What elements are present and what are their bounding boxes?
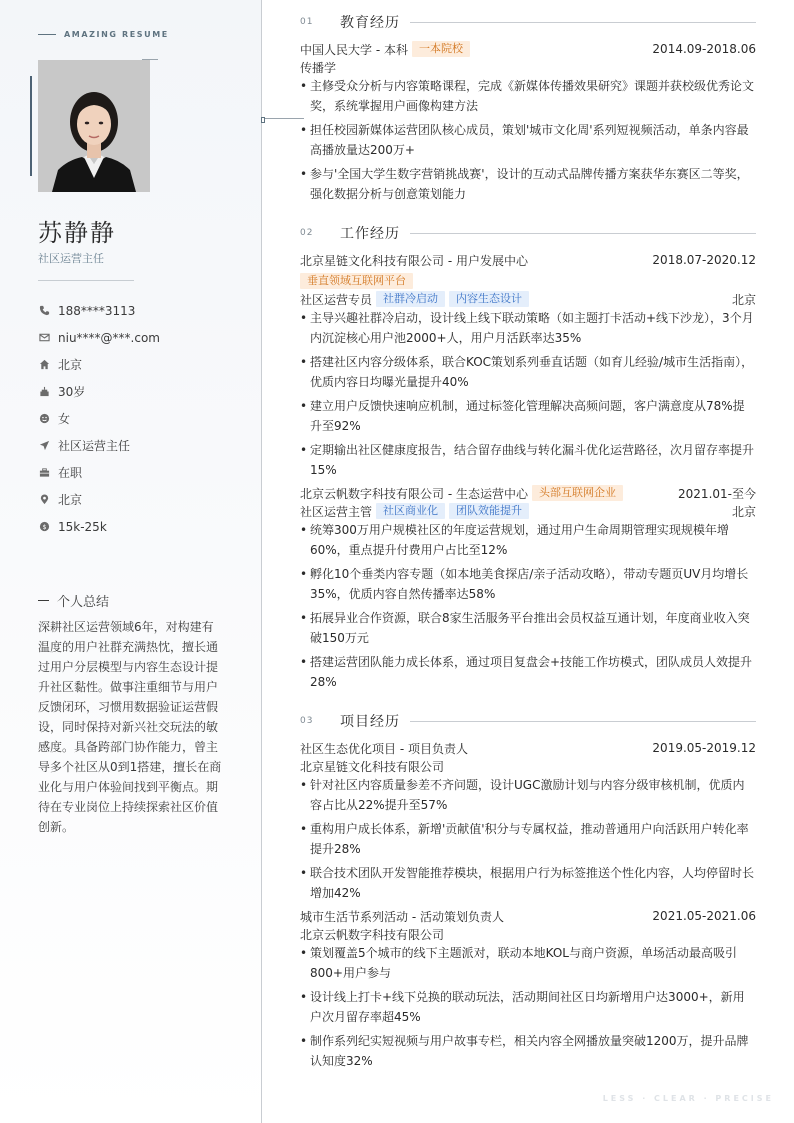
info-item-home <box>38 351 160 378</box>
list-item: • 担任校园新媒体运营团队核心成员，策划'城市文化周'系列短视频活动，单条内容最高播放量达200万+ <box>300 120 756 160</box>
info-text: 在职 <box>58 466 83 480</box>
location-icon <box>38 494 50 506</box>
project-header-row <box>300 907 756 925</box>
project-bullets <box>300 775 756 907</box>
project-company: 北京星链文化科技有限公司 <box>300 759 445 774</box>
section-number: 01 <box>300 17 314 27</box>
list-item: • 拓展异业合作资源，联合8家生活服务平台推出会员权益互通计划，年度商业收入突破150万元 <box>300 608 756 648</box>
job-date: 2021.01-至今 <box>678 486 756 501</box>
project-company-row <box>300 925 756 943</box>
job-role-row <box>300 290 756 308</box>
work-section-header <box>300 223 756 243</box>
info-item-age <box>38 378 160 405</box>
job-header-row <box>300 484 756 502</box>
list-item: • 主导兴趣社群冷启动，设计线上线下联动策略（如主题打卡活动+线下沙龙），3个月内沉淀核心用户池2000+人，用户月活跃率达35% <box>300 308 756 348</box>
major-row <box>300 58 756 76</box>
company-tag: 头部互联网企业 <box>532 485 623 501</box>
info-item-email <box>38 324 160 351</box>
project-bullets <box>300 943 756 1075</box>
info-item-status <box>38 459 160 486</box>
gender-icon <box>38 413 50 425</box>
section-number: 03 <box>300 716 314 726</box>
briefcase-icon <box>38 467 50 479</box>
brand-text: AMAZING RESUME <box>64 30 169 39</box>
job-city: 北京 <box>731 292 756 307</box>
job-header-row <box>300 251 756 269</box>
job-company: 北京云帆数字科技有限公司 - 生态运营中心 <box>300 486 528 501</box>
profile-photo <box>38 60 150 192</box>
info-text: 女 <box>58 412 71 426</box>
list-item: • 搭建社区内容分级体系，联合KOC策划系列垂直话题（如育儿经验/城市生活指南），优质内容日均曝光量提升40% <box>300 352 756 392</box>
photo-accent <box>30 76 32 176</box>
section-rule <box>410 721 756 722</box>
list-item: • 建立用户反馈快速响应机制，通过标签化管理解决高频问题，客户满意度从78%提升至92% <box>300 396 756 436</box>
sidebar <box>0 0 262 1123</box>
project-company-row <box>300 757 756 775</box>
info-item-position <box>38 432 160 459</box>
job-date: 2018.07-2020.12 <box>652 253 756 267</box>
info-text: 北京 <box>58 493 83 507</box>
list-item: • 参与'全国大学生数字营销挑战赛'，设计的互动式品牌传播方案获华东赛区二等奖，强化数据分析与创意策划能力 <box>300 164 756 204</box>
job-city: 北京 <box>731 504 756 519</box>
brand <box>38 30 169 39</box>
profile-title: 社区运营主任 <box>38 252 104 265</box>
project-header-row <box>300 739 756 757</box>
school-tag: 一本院校 <box>412 41 470 57</box>
info-item-location <box>38 486 160 513</box>
send-icon <box>38 440 50 452</box>
job-role: 社区运营专员 <box>300 292 373 307</box>
role-tag: 社区商业化 <box>376 503 445 519</box>
role-tag: 内容生态设计 <box>449 291 529 307</box>
section-rule <box>410 233 756 234</box>
timeline-marker <box>261 117 265 123</box>
sidebar-divider <box>38 280 134 281</box>
summary-title: 个人总结 <box>57 595 110 610</box>
profile-name: 苏静静 <box>38 219 116 247</box>
list-item: • 策划覆盖5个城市的线下主题派对，联动本地KOL与商户资源，单场活动最高吸引800+用户参与 <box>300 943 756 983</box>
list-item: • 设计线上打卡+线下兑换的联动玩法，活动期间社区日均新增用户达3000+，新用户次月留存率超45% <box>300 987 756 1027</box>
education-bullets <box>300 76 756 208</box>
salary-icon <box>38 521 50 533</box>
home-icon <box>38 359 50 371</box>
list-item: • 制作系列纪实短视频与用户故事专栏，相关内容全网播放量突破1200万，提升品牌认知度32% <box>300 1031 756 1071</box>
education-date: 2014.09-2018.06 <box>652 42 756 56</box>
info-text: 社区运营主任 <box>58 439 131 453</box>
job-role: 社区运营主管 <box>300 504 373 519</box>
major: 传播学 <box>300 60 337 75</box>
info-item-phone <box>38 297 160 324</box>
list-item: • 重构用户成长体系，新增'贡献值'积分与专属权益，推动普通用户向活跃用户转化率提升28% <box>300 819 756 859</box>
phone-icon <box>38 305 50 317</box>
list-item: • 主修受众分析与内容策略课程，完成《新媒体传播效果研究》课题并获校级优秀论文奖，系统掌握用户画像构建方法 <box>300 76 756 116</box>
info-item-salary <box>38 513 160 540</box>
job-company-tag-row <box>300 272 756 290</box>
list-item: • 定期输出社区健康度报告，结合留存曲线与转化漏斗优化运营路径，次月留存率提升15% <box>300 440 756 480</box>
role-tag: 团队效能提升 <box>449 503 529 519</box>
list-item: • 联合技术团队开发智能推荐模块，根据用户行为标签推送个性化内容，人均停留时长增加42% <box>300 863 756 903</box>
info-text: 北京 <box>58 358 83 372</box>
project-name: 城市生活节系列活动 - 活动策划负责人 <box>300 909 504 924</box>
projects-section-header <box>300 711 756 731</box>
list-item: • 搭建运营团队能力成长体系，通过项目复盘会+技能工作坊模式，团队成员人效提升28% <box>300 652 756 692</box>
project-date: 2019.05-2019.12 <box>652 741 756 755</box>
svg-text:$: $ <box>41 522 47 531</box>
job-role-row <box>300 502 756 520</box>
info-text: 188****3113 <box>58 303 136 318</box>
list-item: • 针对社区内容质量参差不齐问题，设计UGC激励计划与内容分级审核机制，优质内容占比从22%提升至57% <box>300 775 756 815</box>
info-text: 15k-25k <box>58 519 107 534</box>
brand-line <box>38 34 56 35</box>
list-item: • 孵化10个垂类内容专题（如本地美食探店/亲子活动攻略），带动专题页UV月均增长35%，优质内容自然传播率达58% <box>300 564 756 604</box>
job-bullets <box>300 308 756 484</box>
project-company: 北京云帆数字科技有限公司 <box>300 927 445 942</box>
mail-icon <box>38 332 50 344</box>
project-date: 2021.05-2021.06 <box>652 909 756 923</box>
job-company: 北京星链文化科技有限公司 - 用户发展中心 <box>300 253 528 268</box>
section-number: 02 <box>300 228 314 238</box>
timeline-marker-line <box>262 118 304 119</box>
footer-watermark: LESS · CLEAR · PRECISE <box>602 1094 774 1103</box>
role-tag: 社群冷启动 <box>376 291 445 307</box>
summary-dash <box>38 600 49 601</box>
education-row <box>300 40 756 58</box>
project-name: 社区生态优化项目 - 项目负责人 <box>300 741 468 756</box>
summary-text: 深耕社区运营领域6年，对构建有温度的用户社群充满热忱，擅长通过用户分层模型与内容生态设计提升社区黏性。做事注重细节与用户反馈闭环，习惯用数据验证运营假设，同时保持对新兴社交玩法的敏感度。具备跨部门协作能力，曾主导多个社区从0到1搭建，擅长在商业化与用户体验间找到平衡点。期待在专业岗位上持续探索社区价值创新。 <box>38 620 222 834</box>
cake-icon <box>38 386 50 398</box>
contact-info-list <box>38 297 160 540</box>
summary-heading <box>38 591 109 610</box>
info-item-gender <box>38 405 160 432</box>
info-text: 30岁 <box>58 385 86 399</box>
list-item: • 统筹300万用户规模社区的年度运营规划，通过用户生命周期管理实现规模年增60%，重点提升付费用户占比至12% <box>300 520 756 560</box>
job-bullets <box>300 520 756 696</box>
section-title: 教育经历 <box>340 15 400 31</box>
info-text: niu****@***.com <box>58 330 160 345</box>
section-title: 工作经历 <box>340 226 400 242</box>
school-name: 中国人民大学 - 本科 <box>300 42 408 57</box>
education-section-header <box>300 12 756 32</box>
section-title: 项目经历 <box>340 714 400 730</box>
company-tag: 垂直领域互联网平台 <box>300 273 413 289</box>
section-rule <box>410 22 756 23</box>
